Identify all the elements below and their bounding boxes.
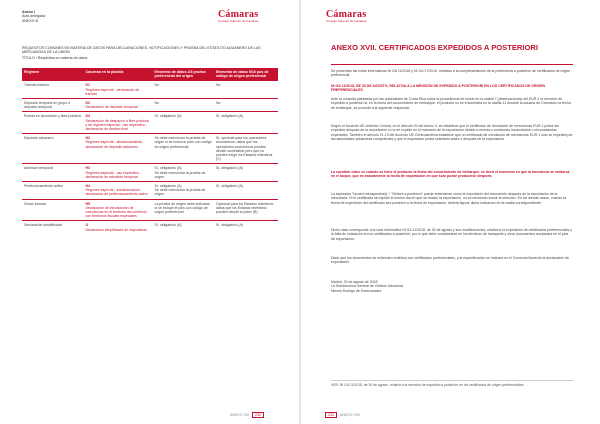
header-element-2-3: Elemento de datos 2/3 prueba preferencial del origen	[153, 68, 214, 81]
table-body	[22, 81, 278, 234]
paragraph-5	[331, 170, 573, 179]
table-cell	[214, 199, 278, 221]
signature-block	[331, 280, 573, 293]
table-row	[22, 81, 278, 99]
footnote: VER: NI GA 11/2018, de 30 de agosto, relativa a la mención de expedido a posteriori en los certificados de origen preferenciales.	[331, 380, 573, 387]
cell-line: Declaración simplificada de importación	[85, 227, 148, 232]
annex-title: ANEXO XVII. CERTIFICADOS EXPEDIDOS A POSTERIORI	[331, 43, 539, 52]
table-cell	[83, 221, 152, 234]
cell-line: Depósito temporal en grupo o depósito temporal	[24, 101, 71, 110]
cell-line: H3	[85, 166, 90, 171]
table-row	[22, 164, 278, 182]
cell-line: Declaración simplificada	[24, 223, 62, 228]
paragraph-7: Dicho caso corresponde a la nota informativa NI GA 11/2018, de 30 de agosto y sus modificaciones, relativa a la expedición de certificados preferenciales y la falta de indicación en los certificados a posteriori; por lo que debe considerarse en los términos de transporte y otros documentos aceptados en el país de exportación.	[331, 228, 572, 241]
table-cell	[214, 134, 278, 164]
cell-line: Regímen especial - transformación - declaración de perfeccionamiento activo	[85, 188, 148, 197]
table-row	[22, 134, 278, 164]
cell-line: Regímen especial - uso específico - declaración de admisión temporal	[85, 170, 142, 179]
paragraph-heading	[331, 84, 573, 93]
cell-line: H2	[85, 136, 90, 141]
cell-line: No	[154, 83, 160, 88]
left-page	[0, 0, 299, 424]
table-row	[22, 221, 278, 234]
table-row	[22, 112, 278, 134]
table-row	[22, 99, 278, 112]
right-page	[301, 0, 600, 424]
table-cell	[153, 182, 214, 200]
camaras-logo-left	[218, 9, 258, 23]
table-cell	[214, 164, 278, 182]
cell-line: I1	[85, 223, 89, 228]
cell-line: Se debe mencionar la prueba de origen	[154, 188, 206, 197]
cell-line: Perfeccionamiento activo	[24, 184, 64, 189]
table-cell	[214, 182, 278, 200]
cell-line: La prueba de origen debe indicarse si se incluye el país con código de origen preferencial	[154, 201, 210, 215]
table-cell	[83, 182, 152, 200]
title-rule	[331, 64, 573, 65]
left-page-header	[22, 10, 142, 23]
table-cell	[153, 164, 214, 182]
table-cell	[214, 99, 278, 112]
cell-line: H5	[85, 201, 90, 206]
table-cell	[22, 182, 83, 200]
header-element-5-16: Elemento de datos 5/16 pos de código de origen preferencial	[214, 68, 278, 81]
cell-line: D3	[85, 114, 90, 119]
cell-line: Sí, obligatorio (A)	[215, 114, 244, 119]
table-cell	[153, 99, 214, 112]
table-cell	[153, 221, 214, 234]
cell-line: Sí, opcional para los operadores económicos: datos que los operadores económicos pueden decidir suministrar pero que no pueden exigir los Estados miembros (C)	[215, 136, 273, 162]
cell-line: D2	[85, 101, 90, 106]
signature-title: La Subdirectora General de Gestión Aduanera	[331, 284, 403, 289]
cell-line: Regímen especial - almacenamiento - declaración de depósito aduanero	[85, 140, 145, 149]
cell-line: Admisión temporal	[24, 166, 53, 171]
header-regimen: Régimen	[22, 68, 83, 81]
table-header-row	[22, 68, 278, 81]
cell-line: Declaración de depósito temporal	[85, 105, 138, 110]
right-page-num: 233	[325, 412, 337, 418]
intro-text	[22, 46, 272, 60]
requirements-table	[22, 68, 278, 234]
cell-line: Declaración de despacho a libre práctica y de régimen especial - uso específico - declaración de destino final	[85, 118, 149, 132]
annex-label: Anexo I	[22, 10, 35, 14]
logo-text: Cámaras	[326, 9, 367, 20]
paragraph-3: Ante la consulta planteada por las autoridades de Costa Rica sobre la procedencia de incluir en la casilla 7 (observaciones) del EUR.1 la mención de expedido a posteriori si, en la fecha del conocimiento de embarque, el producto no se encontraba en la casilla 11 durante la aduana de Comodoro la fecha de embarque, se procede a la siguiente respuesta.	[331, 97, 571, 110]
cell-line: Sí, obligatorio (A)	[154, 166, 182, 171]
cell-line: Zonas francas	[24, 201, 47, 206]
table-cell	[83, 81, 152, 99]
table-row	[22, 182, 278, 200]
cell-line: Depósito aduanero	[24, 136, 54, 141]
intro-line-1: REQUISITOS COMUNES EN MATERIA DE DATOS PARA DECLARACIONES, NOTIFICACIONES Y PRUEBA DEL ESTATUTO ADUANERO DE LAS MERCANCÍAS DE LA UNIÓN	[22, 46, 261, 55]
table-cell	[22, 112, 83, 134]
cell-line: Sí, obligatorio (A)	[154, 114, 182, 119]
cell-line: Sí, obligatorio (A)	[154, 223, 182, 228]
header-column: Columna en la planilla	[83, 68, 152, 81]
paragraph-4: Según el Acuerdo UE-América Central, en el artículo 20 del Anexo II, se establece que el certificado de circulación de mercancías EUR.1 podrá ser expedido después de la exportación si no se expidió en el momento de la exportación debido a errores u omisiones involuntarios o circunstancias especiales. También el artículo 21.13 del Acuerdo UE-Centroamérica establece que un certificado de circulación de mercancías EUR.1 solo se expedirá por las autoridades aduaneras competentes y que el exportador podrá solicitarlo antes o después de la exportación.	[331, 124, 573, 142]
right-page-label: ANEXO XVII	[339, 413, 361, 417]
cell-line: H4	[85, 184, 90, 189]
section-label: ANEXO B	[22, 18, 38, 23]
table-cell	[214, 221, 278, 234]
cell-line: Se debe mencionar la prueba de origen si se indica el país con código de origen preferencial	[154, 136, 212, 149]
cell-line: No	[154, 101, 160, 106]
table-cell	[22, 99, 83, 112]
cell-line: Sí, obligatorio (A)	[154, 184, 182, 189]
table-cell	[153, 112, 214, 134]
cell-line: Sí, obligatorio (A)	[215, 166, 244, 171]
table-cell	[22, 134, 83, 164]
table-cell	[214, 112, 278, 134]
table-cell	[83, 99, 152, 112]
table-cell	[83, 112, 152, 134]
intro-line-2: TÍTULO I Requisitos en materia de datos	[22, 55, 88, 60]
cell-line: Tránsito externo	[24, 83, 50, 88]
signature-name: Nieves Rodrigo de Entrecanales	[331, 288, 382, 293]
table-cell	[22, 164, 83, 182]
left-page-label: ANEXO XIII	[230, 413, 249, 417]
right-page-number	[323, 412, 360, 418]
table-row	[22, 199, 278, 221]
table-cell	[22, 221, 83, 234]
cell-line: No	[215, 101, 221, 106]
logo-subtitle: Consejo Superior de Cámaras	[218, 19, 259, 23]
table-cell	[153, 81, 214, 99]
cell-line: Se debe mencionar la prueba de origen	[154, 170, 206, 179]
paragraph-8: Dado que los documentos se entienden emitidos con certificados preferenciales, y la especificación se indicará en el Convenio/Acuerdo la declaración de exportación.	[331, 256, 569, 265]
cell-line: Opcional para los Estados miembros: datos que los Estados miembros pueden decidir si piden (B)	[215, 201, 275, 215]
logo-text: Cámaras	[218, 9, 259, 20]
camaras-logo-right	[326, 9, 366, 23]
table-cell	[153, 134, 214, 164]
table-cell	[83, 134, 152, 164]
table-cell	[83, 164, 152, 182]
signature-date: Madrid, 30 de agosto de 2018	[331, 280, 378, 284]
paragraph-5-text: La cuestión clave es cuándo se tiene el producto la fecha del conocimiento de embarque, es decir el momento en que la mercancía se embarca en el buque, que es exactamente la fecha de exportación en que solo puede producirse después.	[331, 170, 570, 179]
cell-line: Sí, obligatorio (A)	[215, 184, 244, 189]
cell-line: No	[215, 83, 221, 88]
table-cell	[214, 81, 278, 99]
cell-line: Declaración de introducción de mercancías en el territorio del comercio con territorios fiscales especiales	[85, 205, 147, 219]
cell-line: Puesta en circulación y libre práctica	[24, 114, 81, 119]
cell-line: Regímen especial - declaración de tránsito	[85, 87, 140, 96]
left-page-number	[230, 412, 266, 418]
table-cell	[22, 81, 83, 99]
table-cell	[22, 199, 83, 221]
paragraph-1: Se presentan las notas informativas NI GA 11/2018 y NI GA 17/2019, relativas a la cumplimentación de la preferencia a posteriori de certificados de origen preferencial.	[331, 69, 571, 78]
paragraph-heading-text: NI GA 11/2018, DE 30 DE AGOSTO, RELATIVA A LA MENCIÓN DE EXPEDIDO A POSTERIORI EN LOS CERTIFICADOS DE ORIGEN PREFERENCIALES	[331, 84, 546, 93]
cell-line: Sí, obligatorio (A)	[215, 223, 244, 228]
subject-label: Acta delegada	[22, 14, 45, 19]
table-cell	[83, 199, 152, 221]
table-cell	[153, 199, 214, 221]
cell-line: D1	[85, 83, 90, 88]
paragraph-6: La expresión "Issued retrospectively" / "Délivré a posteriori" puede entenderse como la expedición del documento después de la exportación de la mercancía. Si el certificado se expidió el mismo día en que se realizó la exportación, no es necesario incluir la mención. En los demás casos, cuando la fecha de expedición del certificado sea posterior a la fecha de exportación, deberá figurar dicha indicación en la casilla correspondiente.	[331, 192, 567, 205]
left-page-num: 232	[252, 412, 264, 418]
logo-subtitle: Consejo Superior de Cámaras	[326, 19, 367, 23]
